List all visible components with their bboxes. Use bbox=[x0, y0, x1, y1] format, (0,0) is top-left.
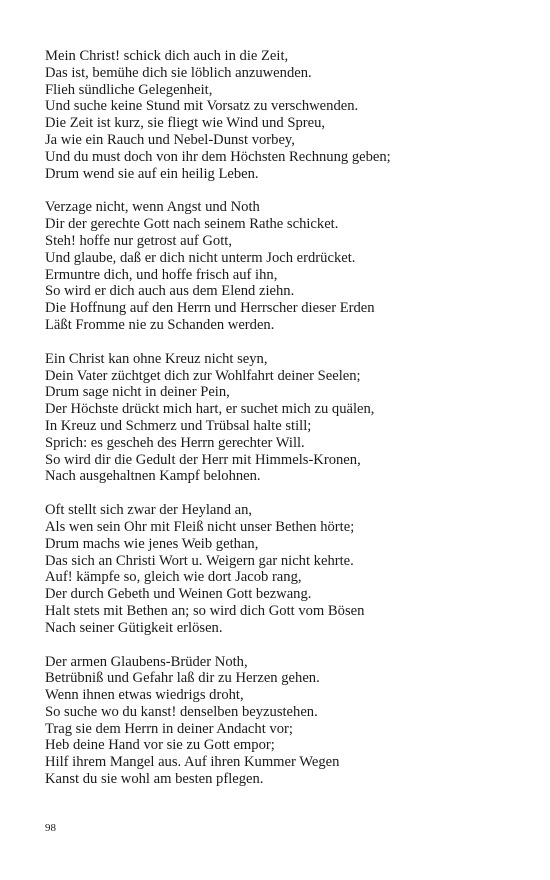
verse-line: So suche wo du kanst! denselben beyzustehen. bbox=[45, 703, 318, 720]
verse-line: Drum wend sie auf ein heilig Leben. bbox=[45, 165, 259, 182]
poem-body bbox=[45, 48, 525, 805]
verse-line: Sprich: es gescheh des Herrn gerechter Will. bbox=[45, 434, 305, 451]
verse-line: Als wen sein Ohr mit Fleiß nicht unser Bethen hörte; bbox=[45, 518, 355, 535]
verse-line: Steh! hoffe nur getrost auf Gott, bbox=[45, 232, 232, 249]
verse-line: Der armen Glaubens-Brüder Noth, bbox=[45, 653, 248, 670]
verse-line: Heb deine Hand vor sie zu Gott empor; bbox=[45, 737, 275, 754]
stanza-2 bbox=[45, 199, 525, 333]
verse-line: Mein Christ! schick dich auch in die Zeit, bbox=[45, 48, 289, 64]
verse-line: Dir der gerechte Gott nach seinem Rathe schicket. bbox=[45, 216, 339, 233]
stanza-5 bbox=[45, 654, 525, 788]
verse-line: Oft stellt sich zwar der Heyland an, bbox=[45, 502, 253, 519]
verse-line: Drum machs wie jenes Weib gethan, bbox=[45, 535, 259, 552]
verse-line: Der Höchste drückt mich hart, er suchet mich zu quälen, bbox=[45, 401, 375, 418]
verse-line: Die Zeit ist kurz, sie fliegt wie Wind und Spreu, bbox=[45, 115, 326, 132]
verse-line: Halt stets mit Bethen an; so wird dich Gott vom Bösen bbox=[45, 602, 365, 619]
verse-line: Drum sage nicht in deiner Pein, bbox=[45, 384, 230, 401]
verse-line: Dein Vater züchtget dich zur Wohlfahrt deiner Seelen; bbox=[45, 367, 361, 384]
stanza-4 bbox=[45, 502, 525, 636]
verse-line: Das sich an Christi Wort u. Weigern gar nicht kehrte. bbox=[45, 552, 354, 569]
stanza-3 bbox=[45, 351, 525, 485]
verse-line: Trag sie dem Herrn in deiner Andacht vor; bbox=[45, 720, 293, 737]
verse-line: Auf! kämpfe so, gleich wie dort Jacob rang, bbox=[45, 569, 302, 586]
verse-line: Ermuntre dich, und hoffe frisch auf ihn, bbox=[45, 266, 278, 283]
verse-line: Ja wie ein Rauch und Nebel-Dunst vorbey, bbox=[45, 131, 295, 148]
verse-line: Wenn ihnen etwas wiedrigs droht, bbox=[45, 687, 244, 704]
verse-line: Und glaube, daß er dich nicht unterm Joch erdrücket. bbox=[45, 249, 356, 266]
verse-line: Hilf ihrem Mangel aus. Auf ihren Kummer Wegen bbox=[45, 754, 340, 771]
verse-line: Kanst du sie wohl am besten pflegen. bbox=[45, 771, 264, 788]
verse-line: Das ist, bemühe dich sie löblich anzuwenden. bbox=[45, 64, 312, 81]
verse-line: Läßt Fromme nie zu Schanden werden. bbox=[45, 316, 275, 333]
stanza-1 bbox=[45, 48, 525, 182]
verse-line: Nach ausgehaltnen Kampf belohnen. bbox=[45, 468, 261, 485]
verse-line: Flieh sündliche Gelegenheit, bbox=[45, 81, 213, 98]
page-number: 98 bbox=[45, 822, 56, 834]
verse-line: Die Hoffnung auf den Herrn und Herrscher dieser Erden bbox=[45, 300, 375, 317]
verse-line: Und suche keine Stund mit Vorsatz zu verschwenden. bbox=[45, 98, 359, 115]
verse-line: In Kreuz und Schmerz und Trübsal halte still; bbox=[45, 417, 312, 434]
verse-line: So wird er dich auch aus dem Elend ziehn. bbox=[45, 283, 295, 300]
verse-line: Und du must doch von ihr dem Höchsten Rechnung geben; bbox=[45, 148, 391, 165]
verse-line: Ein Christ kan ohne Kreuz nicht seyn, bbox=[45, 350, 268, 367]
verse-line: Betrübniß und Gefahr laß dir zu Herzen gehen. bbox=[45, 670, 320, 687]
verse-line: Verzage nicht, wenn Angst und Noth bbox=[45, 199, 260, 216]
verse-line: So wird dir die Gedult der Herr mit Himmels-Kronen, bbox=[45, 451, 361, 468]
verse-line: Nach seiner Gütigkeit erlösen. bbox=[45, 619, 223, 636]
verse-line: Der durch Gebeth und Weinen Gott bezwang. bbox=[45, 586, 312, 603]
